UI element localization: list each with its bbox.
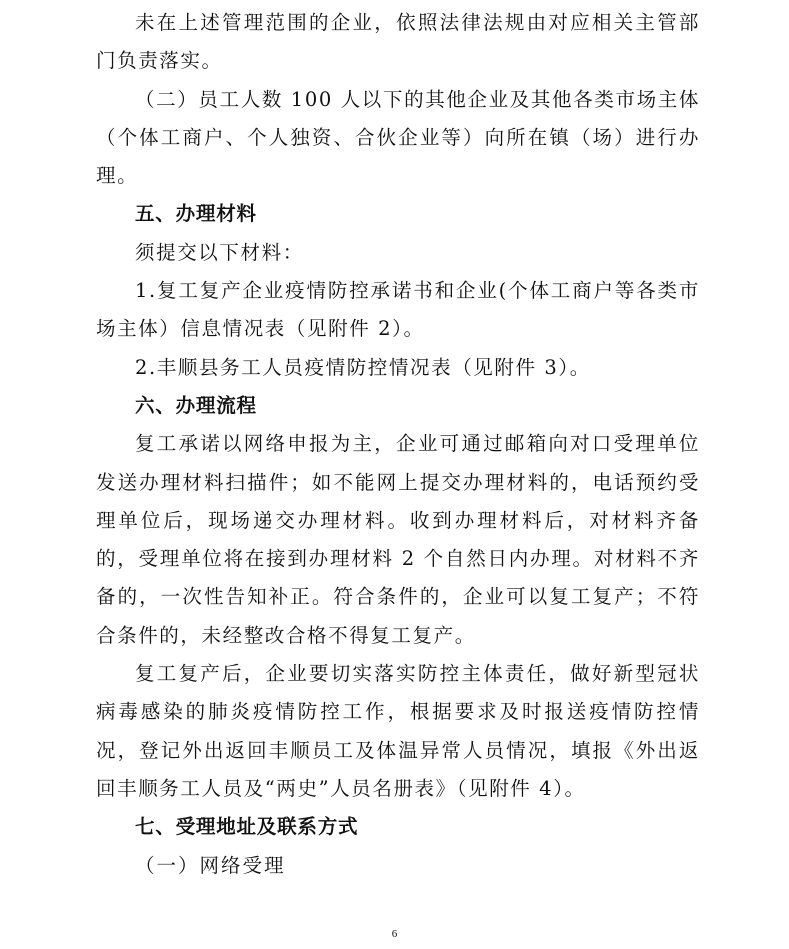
section-heading-process: 六、办理流程: [135, 393, 257, 417]
section-heading-materials: 五、办理材料: [135, 202, 257, 226]
document-page: [96, 4, 700, 885]
page-number: 6: [391, 928, 398, 940]
paragraph-materials-intro: 须提交以下材料：: [135, 240, 304, 264]
paragraph-management-scope: 未在上述管理范围的企业，依照法律法规由对应相关主管部门负责落实。: [96, 11, 700, 73]
paragraph-process-application: 复工承诺以网络申报为主，企业可通过邮箱向对口受理单位发送办理材料扫描件；如不能网上提交办理材料的，电话预约受理单位后，现场递交办理材料。收到办理材料后，对材料齐备的，受理单位将在接到办理材料 2 个自然日内办理。对材料不齐备的，一次性告知补正。符合条件的，企业可以复工复产；不符合条件的，未经整改合格不得复工复产。: [96, 432, 700, 647]
list-item-material-2: 2.丰顺县务工人员疫情防控情况表（见附件 3）。: [135, 355, 591, 379]
section-heading-address-contact: 七、受理地址及联系方式: [135, 815, 359, 839]
paragraph-process-after-resumption: 复工复产后，企业要切实落实防控主体责任，做好新型冠状病毒感染的肺炎疫情防控工作，根据要求及时报送疫情防控情况，登记外出返回丰顺员工及体温异常人员情况，填报《外出返回丰顺务工人员及“两史”人员名册表》（见附件 4）。: [96, 662, 700, 800]
subsection-heading-online: （一）网络受理: [135, 853, 286, 877]
paragraph-small-enterprises: （二）员工人数 100 人以下的其他企业及其他各类市场主体（个体工商户、个人独资、合伙企业等）向所在镇（场）进行办理。: [96, 87, 700, 188]
list-item-material-1: 1.复工复产企业疫情防控承诺书和企业(个体工商户等各类市场主体）信息情况表（见附件 2）。: [96, 279, 700, 341]
